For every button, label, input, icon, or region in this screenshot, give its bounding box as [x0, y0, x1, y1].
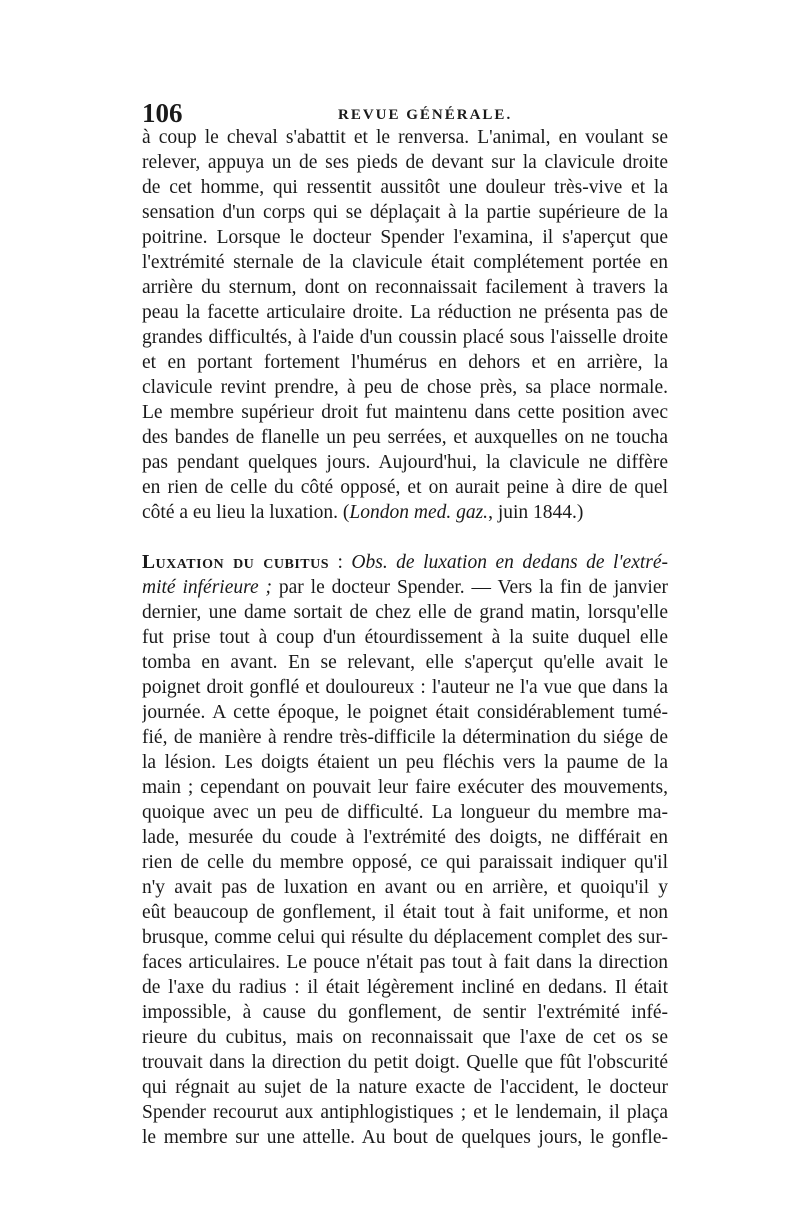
text-line: relever, appuya un de ses pieds de devant sur la clavicule droite: [142, 152, 668, 173]
text-line: rieure du cubitus, mais on reconnaissait que l'axe de cet os se: [142, 1027, 668, 1048]
text-line: grandes difficultés, à l'aide d'un coussin placé sous l'aisselle droite: [142, 327, 668, 348]
observation-title-end: mité inférieure ;: [142, 577, 272, 598]
text-line-citation: [142, 500, 668, 525]
title-separator: :: [329, 552, 352, 573]
text-line: quoique avec un peu de difficulté. La longueur du membre ma-: [142, 802, 668, 823]
text-line: dernier, une dame sortait de chez elle de grand matin, lorsqu'elle: [142, 602, 668, 623]
section-title: Luxation du cubitus: [142, 552, 330, 573]
text-line: eût beaucoup de gonflement, il était tout à fait uniforme, et non: [142, 902, 668, 923]
text-line: impossible, à cause du gonflement, de sentir l'extrémité infé-: [142, 1002, 668, 1023]
text-line: arrière du sternum, dont on reconnaissait facilement à travers la: [142, 277, 668, 298]
paragraph-gap: [142, 525, 668, 550]
text-line: fié, de manière à rendre très-difficile la détermination du siége de: [142, 727, 668, 748]
text-line: la lésion. Les doigts étaient un peu fléchis vers la paume de la: [142, 752, 668, 773]
text-line: n'y avait pas de luxation en avant ou en arrière, et quoiqu'il y: [142, 877, 668, 898]
citation-source: London med. gaz.: [349, 502, 489, 523]
text-line: le membre sur une attelle. Au bout de quelques jours, le gonfle-: [142, 1127, 668, 1148]
text-line: clavicule revint prendre, à peu de chose près, sa place normale.: [142, 377, 668, 398]
text-line: tomba en avant. En se relevant, elle s'aperçut qu'elle avait le: [142, 652, 668, 673]
text-line: brusque, comme celui qui résulte du déplacement complet des sur-: [142, 927, 668, 948]
text-line: trouvait dans la direction du petit doigt. Quelle que fût l'obscurité: [142, 1052, 668, 1073]
observation-title: Obs. de luxation en dedans de l'extré-: [351, 552, 668, 573]
citation-prefix: côté a eu lieu la luxation. (: [142, 502, 350, 523]
paragraph-cubitus-luxation: [142, 550, 668, 1150]
text-line: des bandes de flanelle un peu serrées, et auxquelles on ne toucha: [142, 427, 668, 448]
text-line: à coup le cheval s'abattit et le renversa. L'animal, en voulant se: [142, 127, 668, 148]
text-line: de cet homme, qui ressentit aussitôt une douleur très-vive et la: [142, 177, 668, 198]
text-line: l'extrémité sternale de la clavicule était complétement portée en: [142, 252, 668, 273]
text-line-section-title: [142, 550, 668, 575]
text-line: poitrine. Lorsque le docteur Spender l'examina, il s'aperçut que: [142, 227, 668, 248]
text-line: de l'axe du radius : il était légèrement incliné en dedans. Il était: [142, 977, 668, 998]
text-line: lade, mesurée du coude à l'extrémité des doigts, ne différait en: [142, 827, 668, 848]
text-line: qui régnait au sujet de la nature exacte de l'accident, le docteur: [142, 1077, 668, 1098]
text-line: Spender recourut aux antiphlogistiques ; et le lendemain, il plaça: [142, 1102, 668, 1123]
text-line: fut prise tout à coup d'un étourdissement à la suite duquel elle: [142, 627, 668, 648]
page-number: 106: [142, 98, 183, 128]
text-line: sensation d'un corps qui se déplaçait à la partie supérieure de la: [142, 202, 668, 223]
text-line: pas pendant quelques jours. Aujourd'hui, la clavicule ne diffère: [142, 452, 668, 473]
text-line: [142, 575, 668, 600]
text-line: rien de celle du membre opposé, ce qui paraissait indiquer qu'il: [142, 852, 668, 873]
text-line: en rien de celle du côté opposé, et on aurait peine à dire de quel: [142, 477, 668, 498]
text-line: main ; cependant on pouvait leur faire exécuter des mouvements,: [142, 777, 668, 798]
body-text: [142, 125, 668, 1150]
running-title: REVUE GÉNÉRALE.: [338, 107, 513, 123]
text-line: poignet droit gonflé et douloureux : l'auteur ne l'a vue que dans la: [142, 677, 668, 698]
text-line: et en portant fortement l'humérus en dehors et en arrière, la: [142, 352, 668, 373]
citation-date: , juin 1844.): [488, 502, 584, 523]
paragraph-clavicle-luxation: [142, 125, 668, 525]
author-line: par le docteur Spender. — Vers la fin de janvier: [272, 577, 668, 598]
text-line: Le membre supérieur droit fut maintenu dans cette position avec: [142, 402, 668, 423]
text-line: journée. A cette époque, le poignet était considérablement tumé-: [142, 702, 668, 723]
text-line: peau la facette articulaire droite. La réduction ne présenta pas de: [142, 302, 668, 323]
text-line: faces articulaires. Le pouce n'était pas tout à fait dans la direction: [142, 952, 668, 973]
